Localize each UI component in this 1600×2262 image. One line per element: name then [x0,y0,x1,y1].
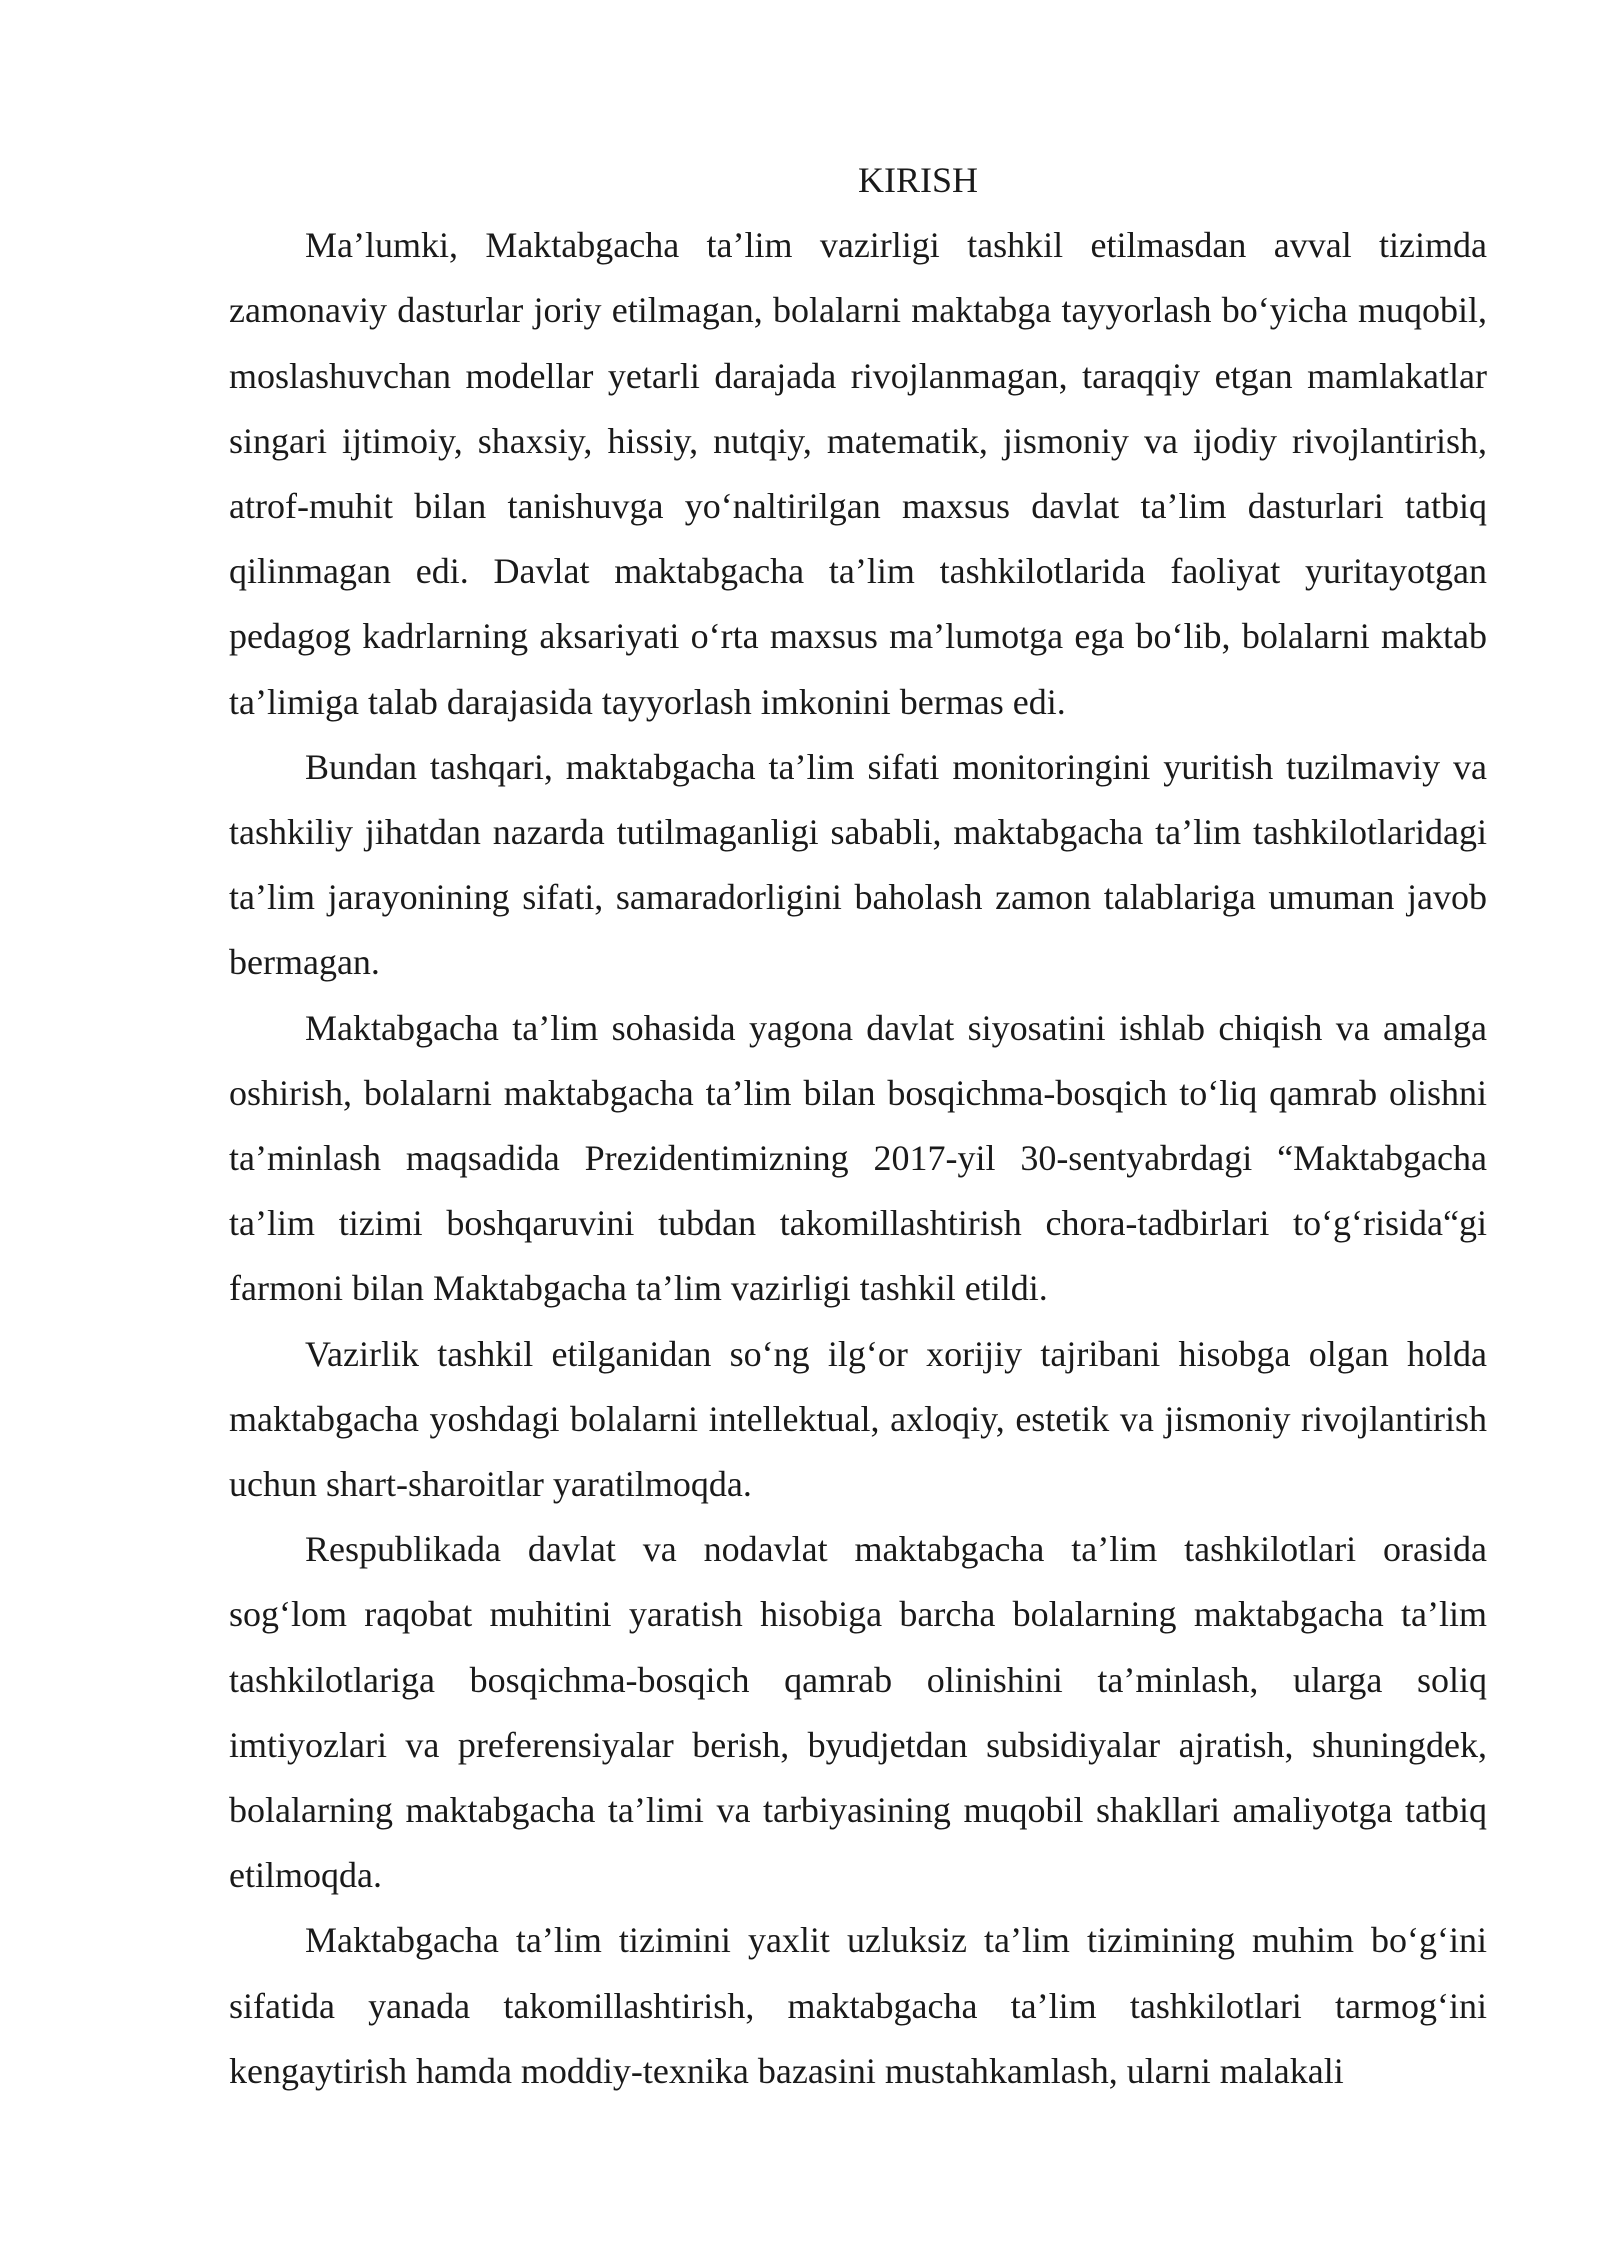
paragraph-3: Maktabgacha ta’lim sohasida yagona davlat siyosatini ishlab chiqish va amalga oshirish, bolalarni maktabgacha ta’lim bilan bosqichma-bosqich to‘liq qamrab olishni ta’minlash maqsadida Prezidentimizning 2017-yil 30-sentyabrdagi “Maktabgacha ta’lim tizimi boshqaruvini tubdan takomillashtirish chora-tadbirlari to‘g‘risida“gi farmoni bilan Maktabgacha ta’lim vazirligi tashkil etildi. [229,1007,1487,1309]
paragraph-4: Vazirlik tashkil etilganidan so‘ng ilg‘or xorijiy tajribani hisobga olgan holda maktabgacha yoshdagi bolalarni intellektual, axloqiy, estetik va jismoniy rivojlantirish uchun shart-sharoitlar yaratilmoqda. [229,1333,1487,1505]
document-title: KIRISH [857,160,978,200]
paragraph-1: Ma’lumki, Maktabgacha ta’lim vazirligi tashkil etilmasdan avval tizimda zamonaviy dasturlar joriy etilmagan, bolalarni maktabga tayyorlash bo‘yicha muqobil, moslashuvchan modellar yetarli darajada rivojlanmagan, taraqqiy etgan mamlakatlar singari ijtimoiy, shaxsiy, hissiy, nutqiy, matematik, jismoniy va ijodiy rivojlantirish, atrof-muhit bilan tanishuvga yo‘naltirilgan maxsus davlat ta’lim dasturlari tatbiq qilinmagan edi. Davlat maktabgacha ta’lim tashkilotlarida faoliyat yuritayotgan pedagog kadrlarning aksariyati o‘rta maxsus ma’lumotga ega bo‘lib, bolalarni maktab ta’limiga talab darajasida tayyorlash imkonini bermas edi. [229,225,1487,722]
paragraph-5: Respublikada davlat va nodavlat maktabgacha ta’lim tashkilotlari orasida sog‘lom raqobat muhitini yaratish hisobiga barcha bolalarning maktabgacha ta’lim tashkilotlariga bosqichma-bosqich qamrab olinishini ta’minlash, ularga soliq imtiyozlari va preferensiyalar berish, byudjetdan subsidiyalar ajratish, shuningdek, bolalarning maktabgacha ta’limi va tarbiyasining muqobil shakllari amaliyotga tatbiq etilmoqda. [229,1529,1487,1896]
paragraph-6: Maktabgacha ta’lim tizimini yaxlit uzluksiz ta’lim tizimining muhim bo‘g‘ini sifatida yanada takomillashtirish, maktabgacha ta’lim tashkilotlari tarmog‘ini kengaytirish hamda moddiy-texnika bazasini mustahkamlash, ularni malakali [229,1920,1487,2091]
paragraph-2: Bundan tashqari, maktabgacha ta’lim sifati monitoringini yuritish tuzilmaviy va tashkiliy jihatdan nazarda tutilmaganligi sababli, maktabgacha ta’lim tashkilotlaridagi ta’lim jarayonining sifati, samaradorligini baholash zamon talablariga umuman javob bermagan. [229,746,1487,983]
document-body [229,148,1487,2104]
